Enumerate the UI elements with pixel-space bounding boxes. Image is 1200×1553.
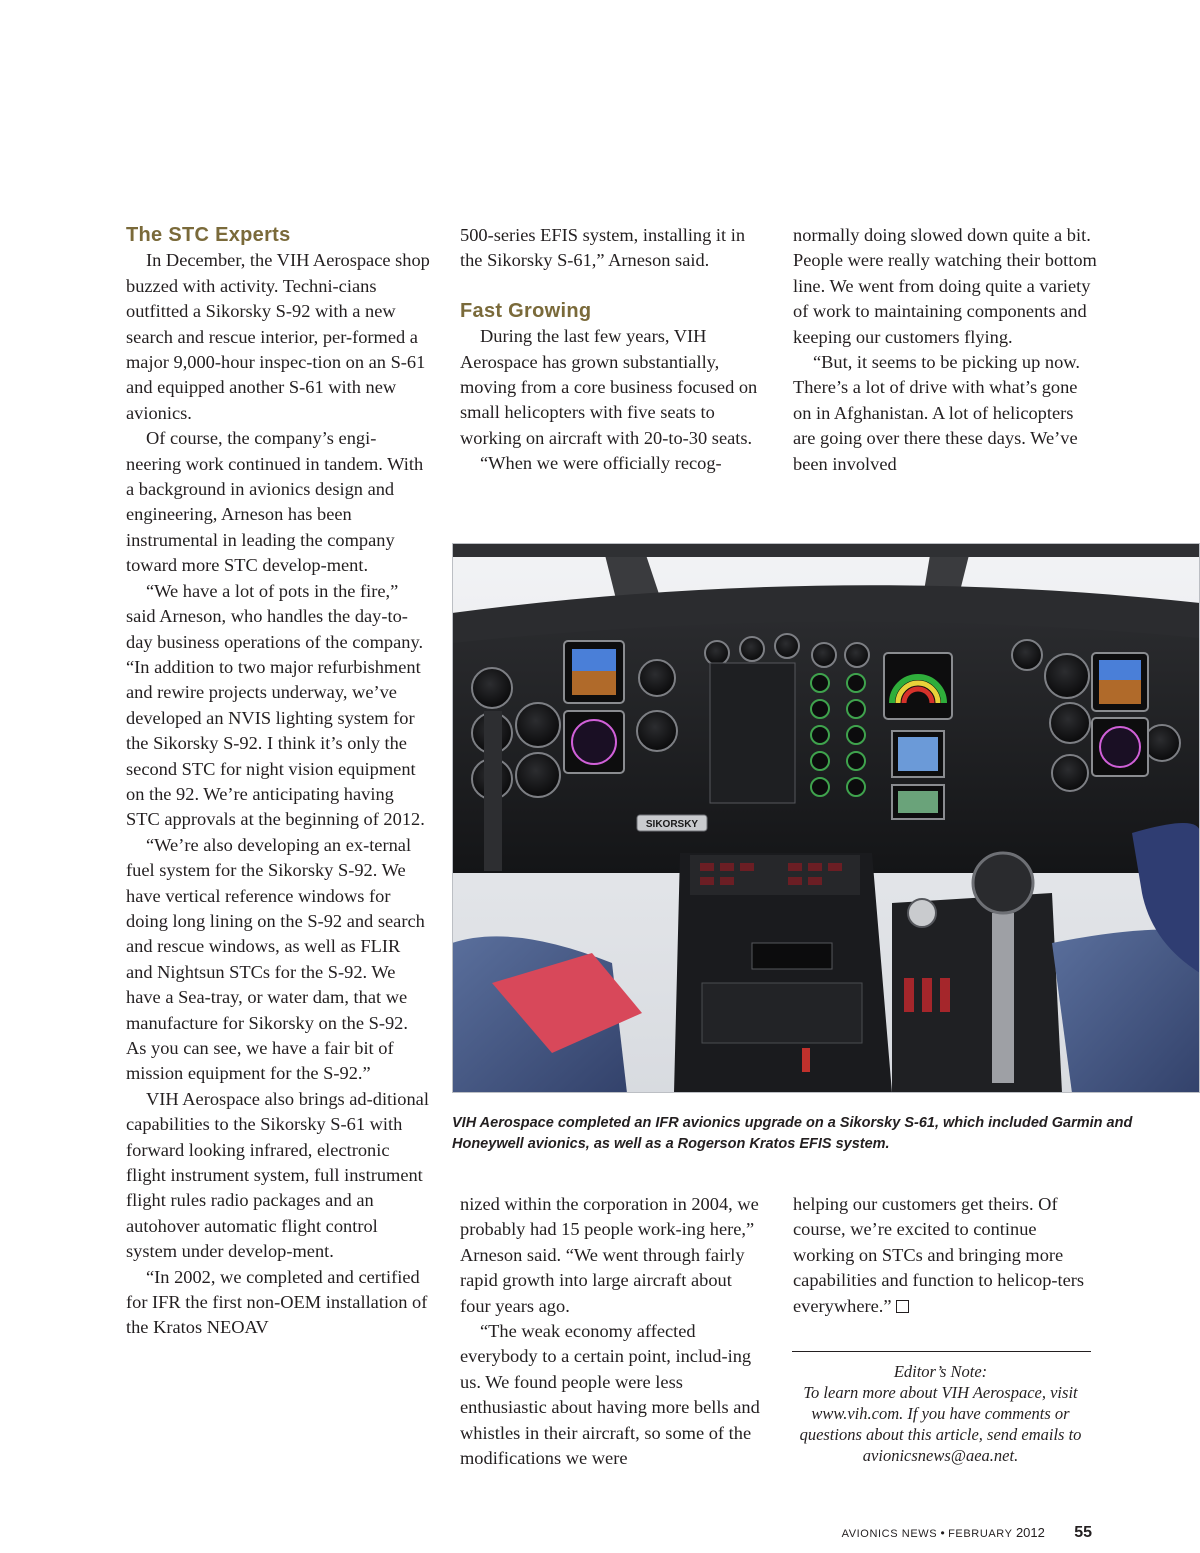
- footer-month: FEBRUARY: [948, 1528, 1013, 1540]
- paragraph: “When we were officially recog-: [480, 453, 722, 474]
- paragraph: VIH Aerospace also brings ad-ditional capabilities to the Sikorsky S-61 with forward looking infrared, electronic flight instrument system, full instrument flight rules radio packages and an autohover automatic flight control system under develop-ment.: [126, 1088, 429, 1262]
- column-3-top: [793, 223, 1098, 477]
- paragraph: In December, the VIH Aerospace shop buzzed with activity. Techni-cians outfitted a Sikorsky S-92 with a new search and rescue interior, per-formed a major 9,000-hour inspec-tion on an S-61 and equipped another S-61 with new avionics.: [126, 250, 430, 423]
- column-3-bottom: [793, 1192, 1098, 1319]
- editor-note-rule: [792, 1351, 1091, 1352]
- paragraph: “But, it seems to be picking up now. There’s a lot of drive with what’s gone on in Afghanistan. A lot of helicopters are going over there these days. We’ve been involved: [793, 352, 1080, 474]
- editor-note-title: Editor’s Note:: [893, 1362, 988, 1381]
- paragraph: “In 2002, we completed and certified for IFR the first non-OEM installation of the Kratos NEOAV: [126, 1266, 428, 1338]
- heading-fast-growing: Fast Growing: [460, 299, 592, 322]
- heading-stc-experts: The STC Experts: [126, 224, 291, 246]
- footer-year: 2012: [1015, 1525, 1045, 1540]
- paragraph: [793, 1192, 1098, 1319]
- paragraph: “We’re also developing an ex-ternal fuel system for the Sikorsky S-92. We have vertical reference windows for doing long lining on the S-92 and search and rescue windows, as well as FLIR and Nightsun STCs for the S-92. We have a Sea-tray, or water dam, that we manufacture for Sikorsky on the S-92. As you can see, we have a fair bit of mission equipment for the S-92.”: [126, 834, 425, 1084]
- footer-separator: •: [940, 1526, 945, 1540]
- paragraph: nized within the corporation in 2004, we probably had 15 people work-ing here,” Arneson said. “We went through fairly rapid growth into large aircraft about four years ago.: [460, 1194, 759, 1316]
- footer-publication: AVIONICS NEWS: [841, 1528, 938, 1540]
- paragraph: Of course, the company’s engi-neering work continued in tandem. With a background in avionics design and engineering, Arneson has been instrumental in leading the company toward more STC develop-ment.: [126, 428, 424, 576]
- paragraph: During the last few years, VIH Aerospace has grown substantially, moving from a core business focused on small helicopters with five seats to working on aircraft with 20-to-30 seats.: [460, 326, 758, 448]
- column-1: [126, 223, 431, 1341]
- paragraph: 500-series EFIS system, installing it in the Sikorsky S-61,” Arneson said.: [460, 225, 746, 271]
- cockpit-photo: [452, 543, 1200, 1093]
- placard-text: SIKORSKY: [645, 819, 699, 830]
- paragraph: “We have a lot of pots in the fire,” said Arneson, who handles the day-to-day business operations of the company. “In addition to two major refurbishment and rewire projects underway, we’ve developed an NVIS lighting system for the Sikorsky S-92. I think it’s only the second STC for night vision equipment on the 92. We’re anticipating having STC approvals at the beginning of 2012.: [126, 580, 425, 830]
- closing-text: helping our customers get theirs. Of course, we’re excited to continue working on STCs and bringing more capabilities and function to helicop-ters everywhere.”: [793, 1194, 1085, 1316]
- column-2-bottom: [460, 1192, 765, 1471]
- page-number: 55: [1074, 1524, 1092, 1541]
- editor-note-body: To learn more about VIH Aerospace, visit www.vih.com. If you have comments or questions about this article, send emails to avionicsnews@aea.net.: [799, 1383, 1082, 1465]
- paragraph: normally doing slowed down quite a bit. People were really watching their bottom line. We went from doing quite a variety of work to maintaining components and keeping our customers flying.: [793, 225, 1097, 347]
- photo-caption: VIH Aerospace completed an IFR avionics upgrade on a Sikorsky S-61, which included Garmin and Honeywell avionics, as well as a Rogerson Kratos EFIS system.: [452, 1115, 1133, 1152]
- end-mark-icon: [896, 1300, 909, 1313]
- editor-note: [788, 1361, 1093, 1466]
- page-footer: [830, 1524, 1092, 1542]
- paragraph: “The weak economy affected everybody to a certain point, includ-ing us. We found people were less enthusiastic about having more bells and whistles in their aircraft, so some of the modifications we were: [460, 1321, 760, 1469]
- column-2-top: [460, 223, 765, 477]
